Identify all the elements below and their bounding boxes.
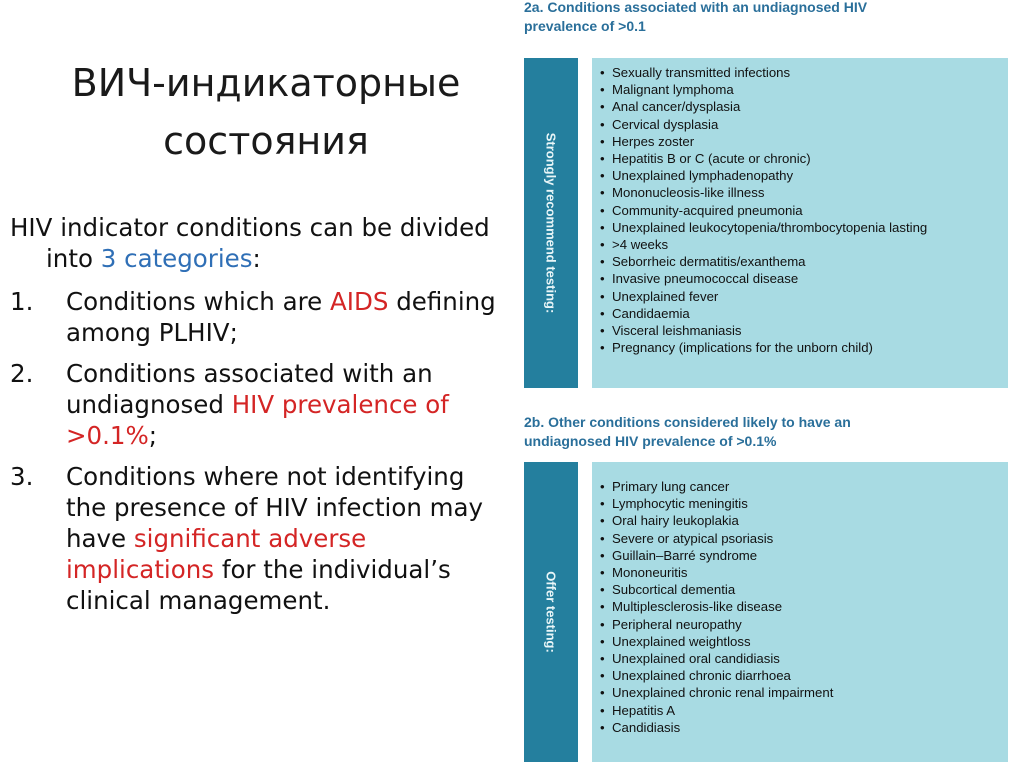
section-b-heading [524,413,851,451]
section-a-list [600,64,1000,356]
condition-item: • Visceral leishmaniasis [600,322,1000,339]
section-a-items-panel [592,58,1008,388]
section-a-box [524,58,1008,388]
condition-item: • Pregnancy (implications for the unborn child) [600,339,1000,356]
section-b-side-bar [524,462,578,762]
condition-item: • Mononucleosis-like illness [600,184,1000,201]
category-text: Conditions associated with an undiagnosed [66,359,433,419]
category-item [10,358,506,451]
condition-item: • Subcortical dementia [600,581,1000,598]
condition-item: • Oral hairy leukoplakia [600,512,1000,529]
section-b-box [524,462,1008,762]
condition-item: • Seborrheic dermatitis/exanthema [600,253,1000,270]
category-list [10,286,506,626]
condition-item: • Anal cancer/dysplasia [600,98,1000,115]
condition-item: • Mononeuritis [600,564,1000,581]
category-item [10,461,506,616]
condition-item: • Community-acquired pneumonia [600,202,1000,219]
left-text-column [0,0,510,767]
condition-item: • Peripheral neuropathy [600,616,1000,633]
condition-item: • Unexplained fever [600,288,1000,305]
section-b-list [600,478,1000,736]
section-a-side-bar [524,58,578,388]
section-a-heading [524,0,867,36]
condition-item: • Multiplesclerosis-like disease [600,598,1000,615]
category-text: Conditions where not identifying the presence of HIV infection may have [66,462,484,553]
condition-item: • Cervical dysplasia [600,116,1000,133]
intro-paragraph [10,212,536,274]
category-highlight: HIV prevalence of >0.1% [66,390,449,450]
category-text-end: ; [148,421,158,450]
category-highlight: AIDS [330,287,389,316]
condition-item: • Hepatitis B or C (acute or chronic) [600,150,1000,167]
category-text: Conditions which are [66,287,331,316]
section-b-heading-line-1: 2b. Other conditions considered likely to have an [524,414,851,430]
slide-title [26,54,506,170]
condition-item: • Lymphocytic meningitis [600,495,1000,512]
slide-title-line-1: ВИЧ-индикаторные [71,61,461,105]
condition-item: • Severe or atypical psoriasis [600,530,1000,547]
category-text-end: defining among PLHIV; [66,287,496,347]
conditions-table-image [516,0,1024,767]
condition-item: • Candidaemia [600,305,1000,322]
category-number: 1. [10,287,34,316]
category-highlight: significant adverse implications [66,524,367,584]
condition-item: • Herpes zoster [600,133,1000,150]
slide-title-line-2: состояния [163,119,369,163]
condition-item: • Unexplained chronic diarrhoea [600,667,1000,684]
condition-item: • Sexually transmitted infections [600,64,1000,81]
condition-item: • Unexplained weightloss [600,633,1000,650]
intro-text-end: : [252,244,261,273]
category-text-end: for the individual’s clinical management. [66,555,451,615]
section-b-heading-line-2: undiagnosed HIV prevalence of >0.1% [524,433,777,449]
category-item [10,286,506,348]
section-a-heading-line-1: 2a. Conditions associated with an undiagnosed HIV [524,0,868,15]
section-a-heading-line-2: prevalence of >0.1 [524,18,646,34]
condition-item: • Hepatitis A [600,702,1000,719]
section-b-side-label: Offer testing: [543,571,559,653]
intro-highlight: 3 categories [100,244,253,273]
category-number: 2. [10,359,34,388]
condition-item: • Unexplained oral candidiasis [600,650,1000,667]
condition-item: • >4 weeks [600,236,1000,253]
condition-item: • Primary lung cancer [600,478,1000,495]
section-b-items-panel [592,462,1008,762]
condition-item: • Malignant lymphoma [600,81,1000,98]
section-a-side-label: Strongly recommend testing: [543,132,559,314]
intro-text: HIV indicator conditions can be divided into [10,213,490,273]
condition-item: • Candidiasis [600,719,1000,736]
condition-item: • Unexplained chronic renal impairment [600,684,1000,701]
category-number: 3. [10,462,34,491]
condition-item: • Unexplained leukocytopenia/thrombocytopenia lasting [600,219,1000,236]
condition-item: • Invasive pneumococcal disease [600,270,1000,287]
condition-item: • Unexplained lymphadenopathy [600,167,1000,184]
condition-item: • Guillain–Barré syndrome [600,547,1000,564]
